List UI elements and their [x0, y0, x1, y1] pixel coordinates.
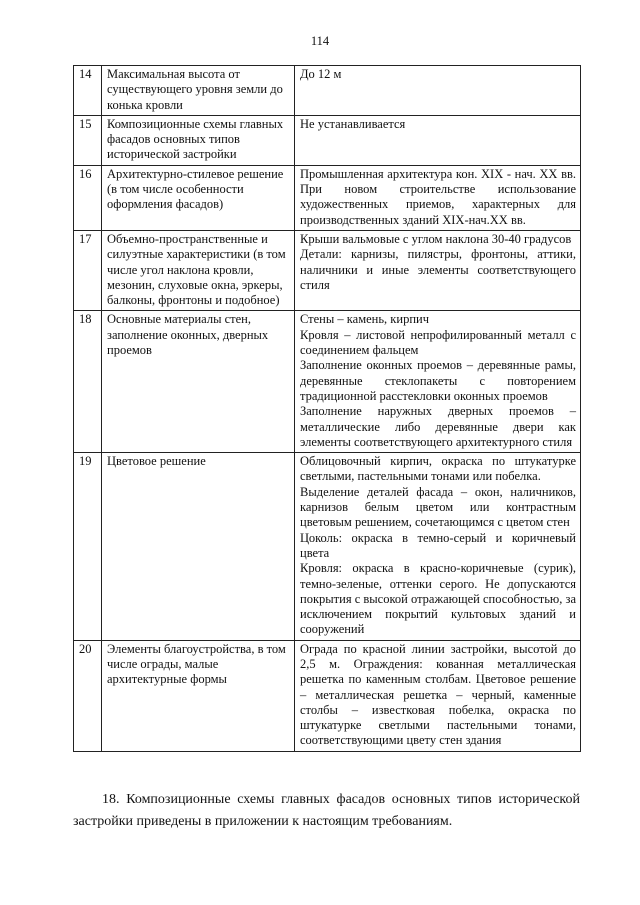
table-row [74, 311, 581, 453]
row-parameter-value [295, 66, 581, 116]
value-line: Заполнение наружных дверных проемов – металлические либо деревянные двери как элементы соответствующего архитектурного стиля [300, 404, 576, 449]
row-parameter-value [295, 453, 581, 641]
table-row [74, 640, 581, 751]
row-parameter-value [295, 115, 581, 165]
row-number: 19 [74, 453, 102, 641]
table-row [74, 453, 581, 641]
row-parameter-value [295, 165, 581, 230]
row-number: 17 [74, 230, 102, 310]
row-parameter-value [295, 311, 581, 453]
value-line: Ограда по красной линии застройки, высотой до 2,5 м. Ограждения: кованная металлическая решетка по каменным столбам. Цветовое решение – металлическая решетка – черный, каменные столбы – известковая побелка, окраска по штукатурке светлыми пастельными тонами, соответствующими цвету стен здания [300, 641, 576, 748]
row-parameter-name: Цветовое решение [102, 453, 295, 641]
table-row [74, 66, 581, 116]
paragraph-18: 18. Композиционные схемы главных фасадов основных типов исторической застройки приведены в приложении к настоящим требованиям. [73, 792, 580, 829]
value-line: Заполнение оконных проемов – деревянные рамы, деревянные стеклопакеты с повторением традиционной расстекловки оконных проемов [300, 358, 576, 403]
row-parameter-value [295, 230, 581, 310]
row-number: 18 [74, 311, 102, 453]
value-line: Не устанавливается [300, 116, 406, 131]
value-line: Кровля – листовой непрофилированный металл с соединением фальцем [300, 327, 576, 358]
value-line: Цоколь: окраска в темно-серый и коричневый цвета [300, 530, 576, 560]
table-row [74, 230, 581, 310]
row-number: 20 [74, 640, 102, 751]
row-parameter-name: Композиционные схемы главных фасадов основных типов исторической застройки [102, 115, 295, 165]
value-line: Промышленная архитектура кон. XIX - нач. XX вв. При новом строительстве использование художественных приемов, характерных для производственных зданий XIX-нач.XX вв. [300, 166, 576, 227]
value-line: Выделение деталей фасада – окон, наличников, карнизов белым цветом или контрастным цветовым решением, сочетающимся с цветом стен [300, 484, 576, 530]
table-body [74, 66, 581, 752]
table-row [74, 165, 581, 230]
row-parameter-name: Объемно-пространственные и силуэтные характеристики (в том числе угол наклона кровли, мезонин, слуховые окна, эркеры, балконы, фронтоны и подобное) [102, 230, 295, 310]
row-parameter-name: Архитектурно-стилевое решение (в том числе особенности оформления фасадов) [102, 165, 295, 230]
row-parameter-name: Максимальная высота от существующего уровня земли до конька кровли [102, 66, 295, 116]
value-line: Детали: карнизы, пилястры, фронтоны, аттики, наличники и иные элементы соответствующего стиля [300, 247, 576, 292]
row-parameter-name: Элементы благоустройства, в том числе ограды, малые архитектурные формы [102, 640, 295, 751]
row-number: 16 [74, 165, 102, 230]
value-line: Крыши вальмовые с углом наклона 30-40 градусов [300, 231, 572, 246]
page-number: 114 [310, 34, 330, 48]
row-number: 15 [74, 115, 102, 165]
table-row [74, 115, 581, 165]
value-line: Облицовочный кирпич, окраска по штукатурке светлыми, пастельными тонами или побелка. [300, 454, 576, 484]
requirements-table [73, 65, 581, 752]
value-line: Стены – камень, кирпич [300, 312, 429, 327]
row-parameter-name: Основные материалы стен, заполнение оконных, дверных проемов [102, 311, 295, 453]
value-line: Кровля: окраска в красно-коричневые (сурик), темно-зеленые, оттенки серого. Не допускаются покрытия с высокой отражающей способностью, за исключением покрытий культовых зданий и сооружений [300, 561, 576, 637]
value-line: До 12 м [300, 67, 342, 81]
row-parameter-value [295, 640, 581, 751]
row-number: 14 [74, 66, 102, 116]
